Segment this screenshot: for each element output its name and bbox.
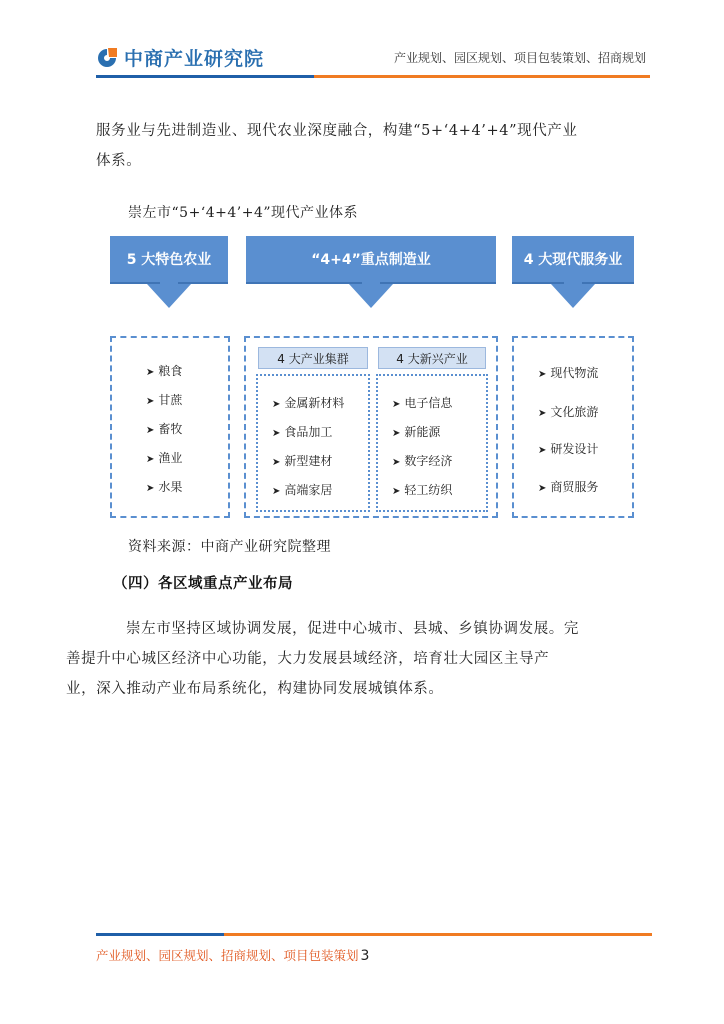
figure-title: 崇左市“5+‘4+4’+4”现代产业体系 [128,205,359,221]
list-item: ➤ 电子信息 [392,396,453,410]
list-item: ➤ 研发设计 [538,442,599,456]
body-paragraph [66,614,648,704]
para-line-3: 业，深入推动产业布局系统化，构建协同发展城镇体系。 [66,681,444,697]
list-item: ➤ 粮食 [146,364,183,378]
page-number: 3 [360,948,370,964]
list-item: ➤ 甘蔗 [146,393,183,407]
intro-paragraph [96,116,648,176]
footer-divider-blue [96,933,224,936]
header-tagline: 产业规划、园区规划、项目包装策划、招商规划 [393,51,646,65]
logo-mark-icon [96,47,118,69]
logo [96,44,264,71]
logo-text: 中商产业研究院 [124,48,265,70]
list-item: ➤ 高端家居 [272,483,333,497]
list-item: ➤ 水果 [146,480,183,494]
list-item: ➤ 数字经济 [392,454,453,468]
list-item: ➤ 金属新材料 [272,396,345,410]
list-item: ➤ 畜牧 [146,422,183,436]
emerging-subheading: 4 大新兴产业 [378,347,486,369]
arrow-down-icon [551,284,595,308]
cluster-subheading: 4 大产业集群 [258,347,368,369]
para-line-1: 崇左市坚持区域协调发展，促进中心城市、县城、乡镇协调发展。完 [126,621,579,637]
header-divider-blue [96,75,314,78]
arrow-down-icon [147,284,191,308]
section-heading: （四）各区域重点产业布局 [113,576,293,592]
figure-source: 资料来源：中商产业研究院整理 [128,539,331,555]
list-item: ➤ 新能源 [392,425,441,439]
footer [96,946,369,964]
footer-text: 产业规划、园区规划、招商规划、项目包装策划 [96,948,359,963]
list-item: ➤ 食品加工 [272,425,333,439]
list-item: ➤ 新型建材 [272,454,333,468]
header-divider-orange [314,75,650,78]
para-line-2: 善提升中心城区经济中心功能，大力发展县域经济，培育壮大园区主导产 [66,651,550,667]
list-item: ➤ 轻工纺织 [392,483,453,497]
list-item: ➤ 文化旅游 [538,405,599,419]
arrow-down-icon [349,284,393,308]
list-item: ➤ 现代物流 [538,366,599,380]
banner-services: 4 大现代服务业 [512,236,634,282]
banner-agriculture: 5 大特色农业 [110,236,228,282]
banner-manufacturing: “4+4”重点制造业 [246,236,496,282]
list-item: ➤ 商贸服务 [538,480,599,494]
footer-divider-orange [224,933,652,936]
intro-line-2: 体系。 [96,153,142,169]
list-item: ➤ 渔业 [146,451,183,465]
intro-line-1: 服务业与先进制造业、现代农业深度融合，构建“5+‘4+4’+4”现代产业 [96,123,578,139]
